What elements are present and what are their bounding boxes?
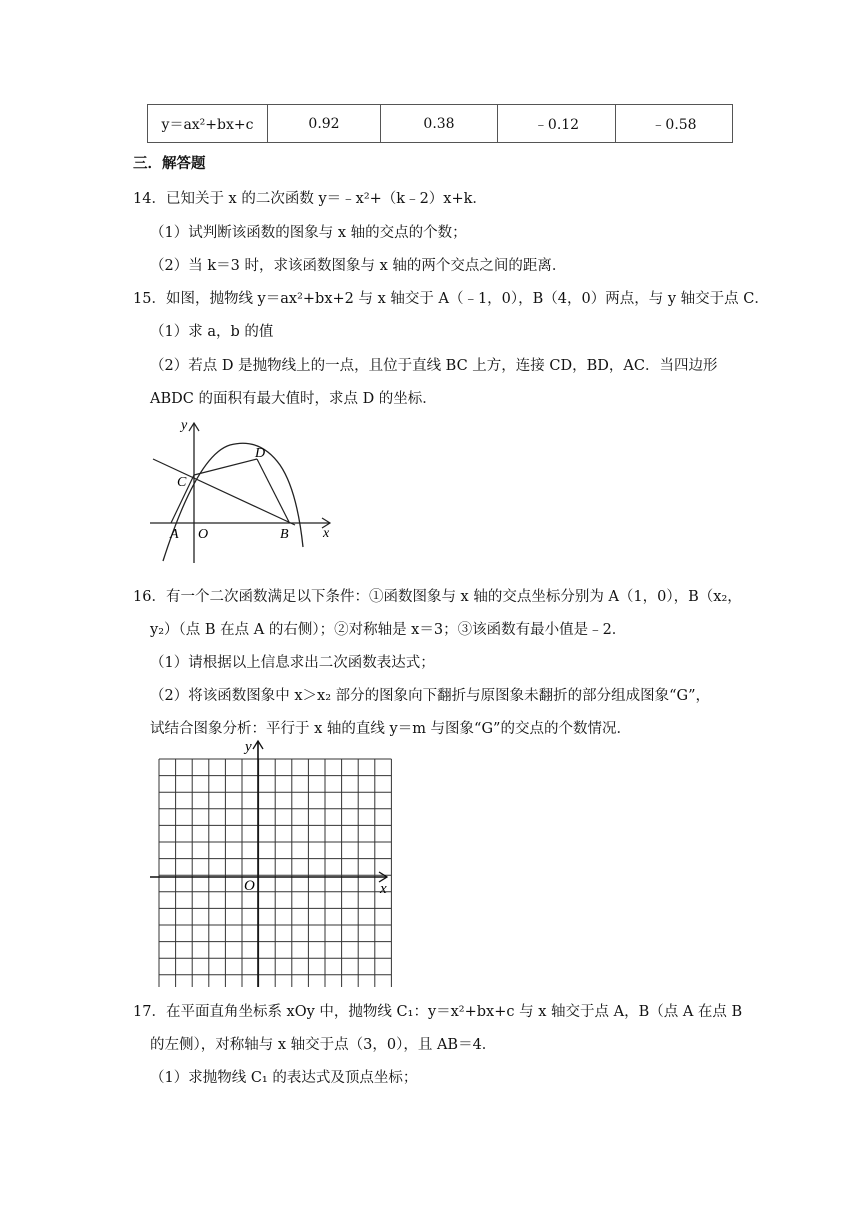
label-x: x bbox=[380, 881, 387, 897]
q15-part2-line2: ABDC 的面积有最大值时，求点 D 的坐标． bbox=[150, 391, 437, 407]
segment-cd bbox=[194, 459, 257, 475]
q15-stem: 15．如图，抛物线 y＝ax²+bx+2 与 x 轴交于 A（﹣1，0），B（4，0）两点，与 y 轴交于点 C． bbox=[133, 291, 769, 307]
parabola-curve bbox=[163, 443, 303, 561]
q17-part1: （1）求抛物线 C₁ 的表达式及顶点坐标； bbox=[150, 1070, 418, 1086]
table-cell: ﹣0.12 bbox=[498, 105, 616, 143]
q16-part2-line2: 试结合图象分析：平行于 x 轴的直线 y＝m 与图象“G”的交点的个数情况． bbox=[150, 721, 631, 737]
q16-stem-line1: 16．有一个二次函数满足以下条件：①函数图象与 x 轴的交点坐标分别为 A（1，0），B（x₂， bbox=[133, 589, 742, 605]
grid-lines bbox=[159, 759, 391, 987]
q17-stem-line2: 的左侧），对称轴与 x 轴交于点（3，0），且 AB＝4． bbox=[150, 1037, 497, 1053]
q15-part1: （1）求 a，b 的值 bbox=[150, 324, 274, 340]
q16-grid-figure bbox=[145, 737, 395, 987]
label-x: x bbox=[323, 526, 330, 541]
label-o: O bbox=[244, 878, 255, 894]
label-a: A bbox=[170, 527, 179, 542]
label-c: C bbox=[177, 475, 187, 490]
value-table bbox=[147, 104, 733, 143]
section-heading: 三．解答题 bbox=[133, 155, 206, 172]
q16-part2-line1: （2）将该函数图象中 x＞x₂ 部分的图象向下翻折与原图象未翻折的部分组成图象“G”， bbox=[150, 688, 711, 704]
table-cell: y＝ax²+bx+c bbox=[148, 105, 268, 143]
segment-db bbox=[257, 459, 289, 522]
table-row bbox=[148, 105, 733, 143]
label-o: O bbox=[198, 527, 209, 542]
q16-stem-line2: y₂）（点 B 在点 A 的右侧）；②对称轴是 x＝3；③该函数有最小值是﹣2． bbox=[150, 622, 627, 638]
q17-stem-line1: 17．在平面直角坐标系 xOy 中，抛物线 C₁：y＝x²+bx+c 与 x 轴交于点 A，B（点 A 在点 B bbox=[133, 1004, 743, 1020]
q15-parabola-figure bbox=[145, 415, 345, 565]
table-cell: 0.38 bbox=[381, 105, 498, 143]
label-d: D bbox=[255, 446, 266, 461]
table-cell: 0.92 bbox=[268, 105, 381, 143]
q15-part2-line1: （2）若点 D 是抛物线上的一点，且位于直线 BC 上方，连接 CD，BD，AC．当四边形 bbox=[150, 358, 718, 374]
label-y: y bbox=[181, 418, 188, 433]
label-y: y bbox=[245, 739, 252, 755]
q14-stem: 14．已知关于 x 的二次函数 y＝﹣x²+（k﹣2）x+k． bbox=[133, 191, 487, 207]
q14-part2: （2）当 k＝3 时，求该函数图象与 x 轴的两个交点之间的距离． bbox=[150, 258, 567, 274]
table-cell: ﹣0.58 bbox=[616, 105, 733, 143]
q14-part1: （1）试判断该函数的图象与 x 轴的交点的个数； bbox=[150, 225, 467, 241]
label-b: B bbox=[280, 527, 289, 542]
q16-part1: （1）请根据以上信息求出二次函数表达式； bbox=[150, 655, 435, 671]
